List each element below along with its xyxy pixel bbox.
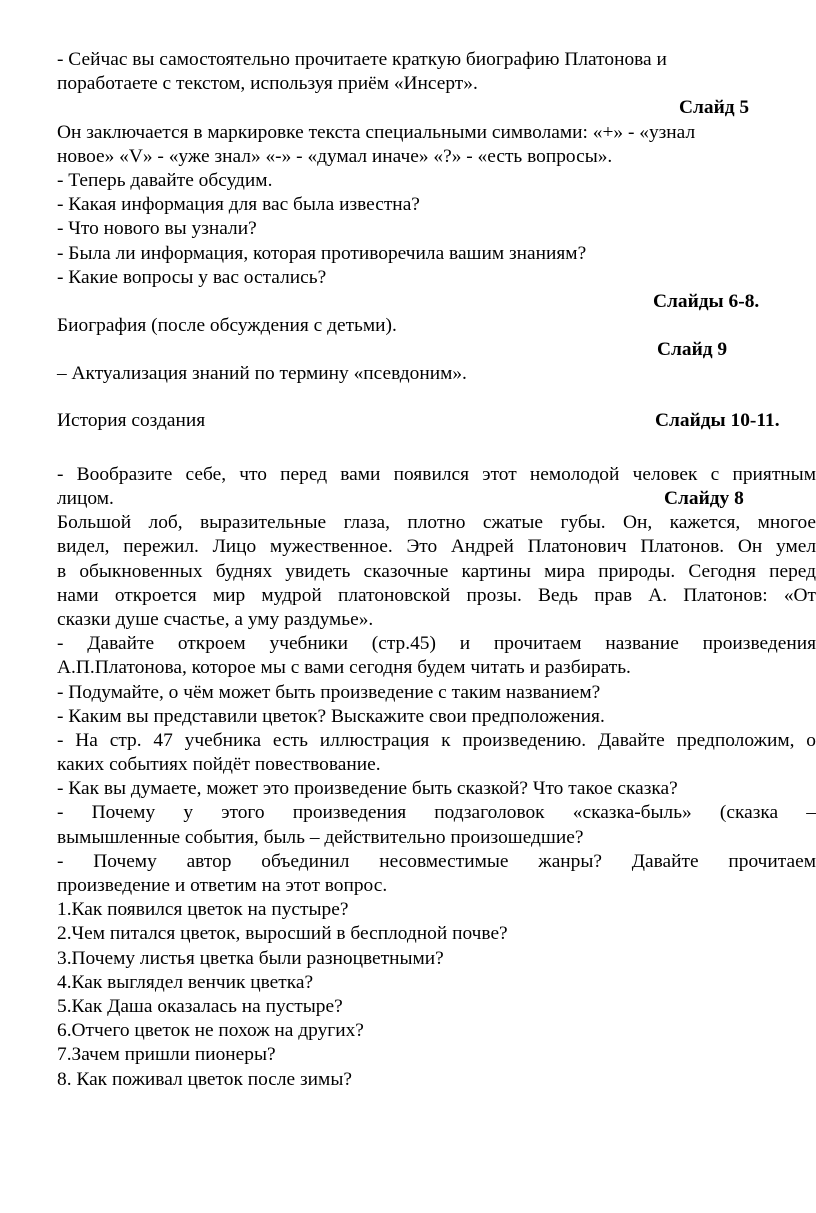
slide-label: Слайды 6-8. [653,290,760,312]
text-line: - Теперь давайте обсудим. [57,169,273,191]
text-line: видел, пережил. Лицо мужественное. Это Андрей Платонович Платонов. Он умел [57,536,816,558]
text-line: - Почему у этого произведения подзаголовок «сказка-быль» (сказка – [57,802,816,824]
question-item: 8. Как поживал цветок после зимы? [57,1068,352,1090]
slide-label: Слайд 5 [679,97,750,119]
question-item: 1.Как появился цветок на пустыре? [57,899,349,921]
text-line: вымышленные события, быль – действительно произошедшие? [57,826,584,848]
question-item: 7.Зачем пришли пионеры? [57,1044,276,1066]
text-line: А.П.Платонова, которое мы с вами сегодня будем читать и разбирать. [57,657,631,679]
question-item: 5.Как Даша оказалась на пустыре? [57,995,343,1017]
text-line: нами откроется мир мудрой платоновской прозы. Ведь прав А. Платонов: «От [57,584,816,606]
text-line: - Каким вы представили цветок? Выскажите свои предположения. [57,705,605,727]
text-line: каких событиях пойдёт повествование. [57,754,381,776]
history-row [57,409,816,433]
text-line: - Какая информация для вас была известна? [57,194,420,216]
question-item: 2.Чем питался цветок, выросший в бесплодной почве? [57,923,508,945]
text-line: Он заключается в маркировке текста специальными символами: «+» - «узнал [57,121,696,143]
text-line: - Какие вопросы у вас остались? [57,266,327,288]
text-line: - Почему автор объединил несовместимые жанры? Давайте прочитаем [57,850,816,872]
text-line: - Давайте откроем учебники (стр.45) и прочитаем название произведения [57,633,816,655]
text-line: – Актуализация знаний по термину «псевдоним». [57,363,467,385]
text-line: в обыкновенных буднях увидеть сказочные картины мира природы. Сегодня перед [57,560,816,582]
text-line: - Что нового вы узнали? [57,218,257,240]
text-line: поработаете с текстом, используя приём «Инсерт». [57,73,478,95]
text-line: лицом. [57,488,114,509]
document-page [57,48,816,1092]
text-line: - На стр. 47 учебника есть иллюстрация к произведению. Давайте предположим, о [57,729,816,751]
text-line: - Подумайте, о чём может быть произведение с таким названием? [57,681,601,703]
text-line: сказки душе счастье, а уму раздумье». [57,608,374,630]
text-line: - Как вы думаете, может это произведение быть сказкой? Что такое сказка? [57,778,678,800]
question-item: 4.Как выглядел венчик цветка? [57,971,314,993]
history-label: История создания [57,409,206,431]
text-line: произведение и ответим на этот вопрос. [57,875,388,896]
slide-label: Слайд 9 [657,339,728,361]
question-item: 6.Отчего цветок не похож на других? [57,1020,364,1042]
question-item: 3.Почему листья цветка были разноцветными? [57,947,444,969]
text-line: - Была ли информация, которая противоречила вашим знаниям? [57,242,587,264]
text-line: - Вообразите себе, что перед вами появился этот немолодой человек с приятным [57,463,816,485]
slide-label: Слайду 8 [664,488,744,509]
text-line: Биография (после обсуждения с детьми). [57,315,397,337]
text-line: новое» «V» - «уже знал» «-» - «думал иначе» «?» - «есть вопросы». [57,145,613,167]
slide-label: Слайды 10-11. [655,409,780,431]
imagine-row [57,487,816,511]
text-line: - Сейчас вы самостоятельно прочитаете краткую биографию Платонова и [57,49,667,70]
text-line: Большой лоб, выразительные глаза, плотно сжатые губы. Он, кажется, многое [57,512,816,534]
